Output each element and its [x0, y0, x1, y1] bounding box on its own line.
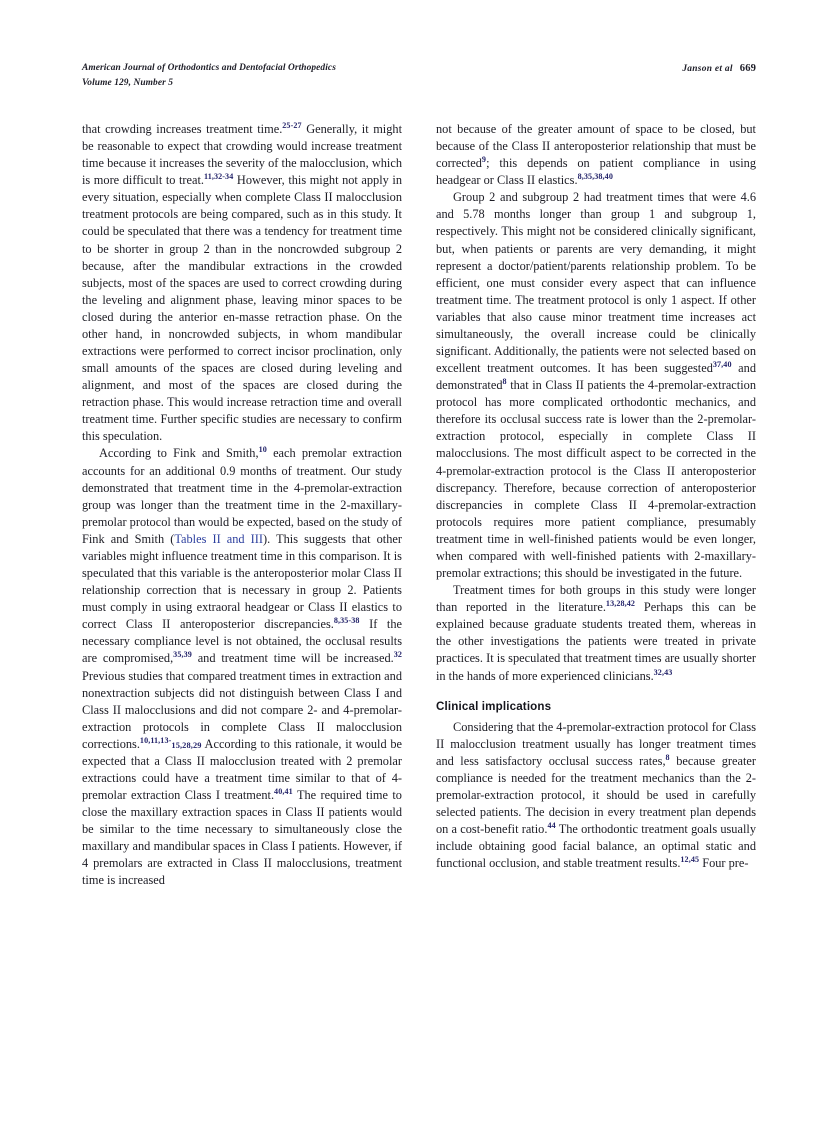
right-column: [436, 121, 756, 1081]
reference-superscript[interactable]: 15,28,29: [171, 740, 202, 750]
page-number: 669: [739, 63, 756, 74]
reference-superscript[interactable]: 35,39: [173, 650, 192, 660]
journal-volume-issue: Volume 129, Number 5: [82, 77, 174, 88]
reference-superscript[interactable]: 32: [393, 650, 402, 660]
paragraph-p5-treatment-times: Treatment times for both groups in this study were longer than reported in the literature.$^{13,28,42}$ Perhaps this can be explained because graduate students treated them, whereas in the other investigations the patients were treated in private practices. It is speculated that treatment times are usually shorter in the hands of more experienced clinicians.$^{32,43}$: [436, 583, 756, 683]
reference-superscript[interactable]: 44: [547, 820, 556, 830]
journal-title: American Journal of Orthodontics and Dentofacial Orthopedics: [82, 63, 336, 73]
reference-superscript[interactable]: 10: [258, 445, 267, 455]
article-body: [82, 121, 756, 1081]
reference-superscript[interactable]: 11,32-34: [204, 172, 234, 182]
reference-superscript[interactable]: 32,43: [653, 667, 673, 677]
running-head: [82, 62, 756, 90]
table-cross-reference-link[interactable]: Tables II and III: [174, 531, 264, 546]
reference-superscript[interactable]: 40,41: [274, 786, 293, 796]
paragraph-p2-fink-smith: According to Fink and Smith,$^{10}$ each premolar extraction accounts for an additional 0.9 months of treatment. Our study demonstrated that treatment time in the 4-premolar-extraction group was longer than the treatment time in the 2-maxillary-premolar protocol than would be expected, based on the study of Fink and Smith (Tables II and III). This suggests that other variables might influence treatment time in this comparison. It is speculated that this variable is the anteroposterior molar Class II relationship correction that is necessary in group 2. Patients must comply in using extraoral headgear or Class II elastics to correct Class II anteroposterior discrepancies.$^{8,35-38}$ If the necessary compliance level is not obtained, the occlusal results are compromised,$^{35,39}$ and treatment time will be increased.$^{32}$ Previous studies that compared treatment times in extraction and nonextraction subjects did not distinguish between Class I and Class II malocclusions and did not compare 2- and 4-premolar-extraction protocols in complete Class II malocclusion corrections.$^{10,11,13-}$15,28,29 According to this rationale, it would be expected that a Class II malocclusion treated with 2 premolar extractions could have a treatment time similar to that of 4-premolar extraction Class I treatment.$^{40,41}$ The required time to close the maxillary extraction spaces in Class II patients would be similar to the time necessary to simultaneously close the maxillary and mandibular spaces in Class I patients. However, if 4 premolars are extracted in Class II malocclusions, treatment time is increased: [82, 445, 402, 888]
left-column: [82, 121, 402, 1081]
paragraph-p4-group2: Group 2 and subgroup 2 had treatment times that were 4.6 and 5.78 months longer than group 1 and subgroup 1, respectively. This might not be considered clinically significant, but, when patients or parents are very demanding, it might represent a doctor/patient/parents relationship problem. To be efficient, one must consider every aspect that can influence treatment time. The treatment protocol is only 1 aspect. If other variables that also cause minor treatment time increases act simultaneously, the overall increase could be clinically significant. Additionally, the patients were not selected based on excellent treatment outcomes. It has been suggested$^{37,40}$ and demonstrated$^8$ that in Class II patients the 4-premolar-extraction protocol has more complicated orthodontic mechanics, and therefore its occlusal success rate is lower than the 2-premolar-extraction protocol, especially in complete Class II malocclusions. The most difficult aspect to be corrected in the 4-premolar-extraction protocol is the Class II anteroposterior discrepancy. Therefore, because correction of anteroposterior discrepancies in complete Class II 4-premolar-extraction protocols requires more patient compliance, presumably treatment time in well-finished patients would be even longer, when compared with well-finished patients with 2-maxillary-premolar extractions; this should be investigated in the future.: [436, 190, 756, 581]
reference-superscript[interactable]: 10,11,13-: [139, 735, 172, 745]
paragraph-p1-crowding: that crowding increases treatment time.$^{25-27}$ Generally, it might be reasonable to expect that crowding would increase treatment time because it increases the severity of the malocclusion, which is more difficult to treat.$^{11,32-34}$ However, this might not apply in every situation, especially when complete Class II malocclusion treatment protocols are being compared, such as in this study. It could be speculated that there was a tendency for treatment time to be shorter in group 2 than in the noncrowded subgroup 2 because, after the mandibular extractions in the crowded subjects, most of the spaces are used to correct crowding during the leveling and alignment phase, leaving minor spaces to be closed during the anterior en-masse retraction phase. On the other hand, in noncrowded subjects, in whom mandibular extractions were performed to correct incisor proclination, only small amounts of the spaces are closed during leveling and alignment, and most of the spaces are closed during the retraction phase. This would increase retraction time and overall treatment time. Further specific studies are necessary to confirm this speculation.: [82, 120, 402, 444]
paragraph-p3-space-closed: not because of the greater amount of space to be closed, but because of the Class II anteroposterior relationship that must be corrected$^9$; this depends on patient compliance in using headgear or Class II elastics.$^{8,35,38,40}$: [436, 122, 756, 188]
reference-superscript[interactable]: 8: [502, 377, 507, 387]
reference-superscript[interactable]: 8,35,38,40: [577, 172, 613, 182]
reference-superscript[interactable]: 9: [481, 155, 487, 165]
reference-superscript[interactable]: 8: [665, 752, 670, 762]
reference-superscript[interactable]: 8,35-38: [333, 616, 360, 626]
running-head-right: [682, 62, 756, 77]
section-subheading-clinical-implications: Clinical implications: [436, 699, 552, 713]
reference-superscript[interactable]: 12,45: [680, 855, 700, 865]
running-head-left: [82, 62, 336, 90]
reference-superscript[interactable]: 37,40: [712, 359, 732, 369]
reference-superscript[interactable]: 25-27: [282, 120, 302, 130]
reference-superscript[interactable]: 13,28,42: [605, 599, 636, 609]
article-authors: Janson et al: [682, 64, 733, 74]
paragraph-p6-clinical: Considering that the 4-premolar-extraction protocol for Class II malocclusion treatment usually has longer treatment times and less satisfactory occlusal success rates,$^8$ because greater compliance is needed for the treatment mechanics than the 2-premolar-extraction protocol, it should be used in carefully selected patients. The decision in every treatment plan depends on a cost-benefit ratio.$^{44}$ The orthodontic treatment goals usually include obtaining good facial balance, an optimal static and functional occlusion, and stable treatment results.$^{12,45}$ Four pre-: [436, 719, 757, 871]
